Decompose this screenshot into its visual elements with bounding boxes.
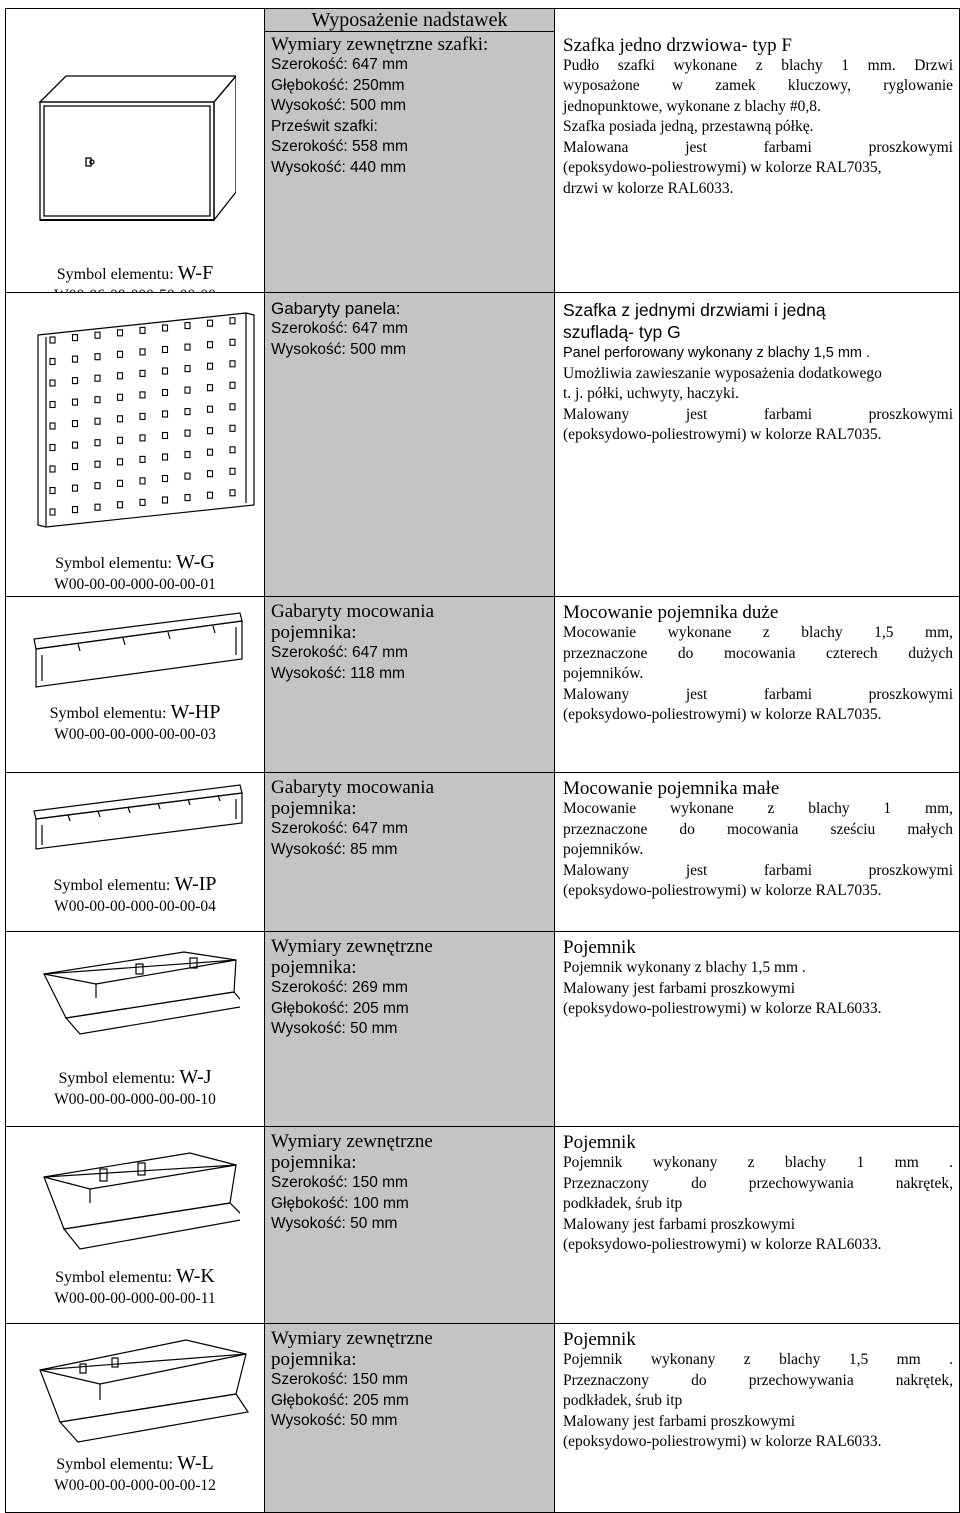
description-line: Przeznaczony do przechowywania nakrętek,	[563, 1371, 953, 1389]
spec-line: Szerokość: 558 mm	[271, 138, 408, 155]
panel-hole	[230, 361, 235, 367]
description-title: Mocowanie pojemnika małe	[563, 778, 780, 799]
panel-hole	[208, 342, 213, 348]
part-number: W00-00-00-000-00-00-04	[54, 898, 216, 915]
symbol-code: W-HP	[170, 701, 221, 723]
panel-hole	[73, 421, 78, 427]
description-line: (epoksydowo-poliestrowymi) w kolorze RAL7035.	[563, 882, 882, 899]
panel-hole	[185, 344, 190, 350]
image-cell-w-k	[6, 1127, 265, 1324]
spec-line: Wysokość: 85 mm	[271, 840, 398, 858]
specs-title: Gabaryty mocowania	[271, 601, 435, 622]
description-title: Szafka z jednymi drzwiami i jedną	[563, 300, 826, 320]
panel-hole	[185, 387, 190, 393]
panel-hole	[140, 327, 145, 333]
spec-line: Wysokość: 500 mm	[271, 97, 407, 114]
table-row	[6, 1127, 960, 1324]
spec-line: Szerokość: 647 mm	[271, 644, 408, 661]
table-row	[6, 32, 960, 293]
panel-hole	[95, 440, 100, 446]
description-line: Malowany jest farbami proszkowymi	[563, 685, 953, 703]
header-blank-right	[555, 9, 960, 32]
description-line: Malowany jest farbami proszkowymi	[563, 861, 953, 879]
panel-hole	[140, 499, 145, 505]
table-row	[6, 773, 960, 932]
description-line: przeznaczone do mocowania czterech dużych	[563, 644, 953, 662]
description-line: drzwi w kolorze RAL6033.	[563, 179, 734, 197]
part-number: W00-00-00-000-00-00-01	[54, 576, 216, 593]
table-row	[6, 597, 960, 773]
catalog-table	[5, 8, 954, 1513]
specs-title-cont: pojemnika:	[271, 1152, 357, 1173]
panel-hole	[230, 404, 235, 410]
specs-cell	[265, 932, 555, 1127]
spec-line: Głębokość: 250mm	[271, 76, 405, 94]
symbol-label: Symbol elementu:	[55, 1269, 172, 1286]
symbol-label: Symbol elementu:	[56, 1456, 174, 1473]
panel-hole	[73, 464, 78, 470]
spec-line: Szerokość: 647 mm	[271, 320, 408, 337]
description-line: Mocowanie wykonane z blachy 1 mm,	[563, 800, 953, 817]
description-title: Mocowanie pojemnika duże	[563, 602, 779, 623]
table-row	[6, 293, 960, 597]
specs-title-cont: pojemnika:	[271, 957, 357, 978]
panel-hole	[95, 418, 100, 424]
panel-hole	[118, 373, 123, 379]
description-line: Malowana jest farbami proszkowymi	[563, 138, 953, 156]
mount-bracket-small-image	[28, 783, 248, 853]
panel-hole	[95, 483, 100, 489]
specs-title: Wymiary zewnętrzne	[271, 936, 433, 957]
symbol-block	[6, 1066, 264, 1110]
panel-hole	[163, 347, 168, 353]
image-cell-w-f	[6, 32, 265, 293]
cabinet-image	[36, 72, 236, 222]
specs-cell	[265, 293, 555, 597]
description-line: Pudło szafki wykonane z blachy 1 mm. Drzwi	[563, 56, 953, 74]
description-line: Mocowanie wykonane z blachy 1,5 mm,	[563, 624, 953, 641]
panel-hole	[230, 468, 235, 474]
symbol-code: W-J	[179, 1066, 212, 1088]
spec-line: Wysokość: 118 mm	[271, 664, 405, 682]
description-cell	[555, 597, 960, 773]
description-line: pojemników.	[563, 665, 644, 682]
panel-hole	[50, 466, 55, 472]
specs-title: Wymiary zewnętrzne	[271, 1328, 433, 1349]
symbol-label: Symbol elementu:	[56, 265, 174, 283]
spec-line: Wysokość: 440 mm	[271, 158, 407, 176]
part-number: W00-00-00-000-00-00-11	[54, 1290, 216, 1307]
description-line: wyposażone w zamek kluczowy, ryglowanie	[563, 77, 953, 94]
spec-line: Szerokość: 647 mm	[271, 56, 408, 73]
symbol-block	[6, 551, 264, 595]
panel-hole	[50, 488, 55, 494]
panel-hole	[140, 435, 145, 441]
panel-hole	[73, 356, 78, 362]
spec-line: Wysokość: 50 mm	[271, 1215, 398, 1232]
panel-hole	[50, 337, 55, 343]
description-cell	[555, 32, 960, 293]
description-title-cont: szufladą- typ G	[563, 322, 681, 342]
panel-hole	[185, 366, 190, 372]
spec-line: Wysokość: 500 mm	[271, 340, 407, 358]
panel-hole	[185, 323, 190, 329]
spec-line: Szerokość: 269 mm	[271, 979, 408, 996]
description-line: pojemników.	[563, 841, 644, 858]
description-line: Szafka posiada jedną, przestawną półkę.	[563, 118, 814, 135]
description-title: Szafka jedno drzwiowa- typ F	[563, 34, 792, 56]
panel-hole	[73, 399, 78, 405]
description-line: przeznaczone do mocowania sześciu małych	[563, 820, 953, 838]
specs-cell	[265, 597, 555, 773]
description-line: Malowany jest farbami proszkowymi	[563, 1412, 796, 1430]
panel-hole	[118, 502, 123, 508]
description-line: t. j. półki, uchwyty, haczyki.	[563, 385, 739, 402]
panel-hole	[208, 406, 213, 412]
specs-subtitle: Prześwit szafki:	[271, 117, 378, 135]
description-line: Malowany jest farbami proszkowymi	[563, 1215, 796, 1233]
spec-line: Szerokość: 647 mm	[271, 820, 408, 837]
panel-hole	[208, 385, 213, 391]
panel-hole	[208, 492, 213, 498]
description-cell	[555, 1127, 960, 1324]
panel-hole	[95, 354, 100, 360]
specs-cell	[265, 1127, 555, 1324]
description-line: Pojemnik wykonany z blachy 1 mm .	[563, 1154, 953, 1171]
description-line: Przeznaczony do przechowywania nakrętek,	[563, 1174, 953, 1192]
panel-hole	[95, 504, 100, 510]
panel-hole	[163, 476, 168, 482]
description-line: Malowany jest farbami proszkowymi	[563, 979, 796, 997]
panel-hole	[95, 461, 100, 467]
panel-hole	[230, 490, 235, 496]
panel-hole	[95, 332, 100, 338]
specs-cell	[265, 773, 555, 932]
spec-line: Głębokość: 205 mm	[271, 999, 409, 1017]
panel-hole	[50, 380, 55, 386]
panel-hole	[208, 449, 213, 455]
panel-hole	[118, 459, 123, 465]
spec-line: Głębokość: 100 mm	[271, 1194, 409, 1212]
panel-hole	[118, 330, 123, 336]
panel-hole	[230, 425, 235, 431]
panel-hole	[50, 445, 55, 451]
panel-hole	[230, 382, 235, 388]
panel-hole	[163, 390, 168, 396]
panel-hole	[118, 351, 123, 357]
table-row	[6, 932, 960, 1127]
panel-hole	[230, 318, 235, 324]
panel-hole	[230, 339, 235, 345]
panel-hole	[163, 325, 168, 331]
panel-hole	[118, 437, 123, 443]
panel-hole	[73, 507, 78, 513]
panel-hole	[73, 442, 78, 448]
panel-hole	[140, 456, 145, 462]
panel-hole	[50, 402, 55, 408]
symbol-label: Symbol elementu:	[58, 1070, 176, 1087]
panel-hole	[73, 378, 78, 384]
panel-hole	[118, 394, 123, 400]
description-cell	[555, 773, 960, 932]
description-line: Panel perforowany wykonany z blachy 1,5 mm .	[563, 345, 871, 361]
panel-hole	[230, 447, 235, 453]
specs-cell	[265, 1324, 555, 1513]
specs-title-cont: pojemnika:	[271, 798, 357, 819]
description-line: Malowany jest farbami proszkowymi	[563, 405, 953, 423]
description-line: (epoksydowo-poliestrowymi) w kolorze RAL7035.	[563, 706, 882, 723]
bin-wide-image	[36, 1336, 251, 1456]
panel-hole	[140, 349, 145, 355]
symbol-code: W-G	[175, 551, 215, 573]
panel-hole	[163, 368, 168, 374]
panel-hole	[118, 480, 123, 486]
panel-hole	[185, 452, 190, 458]
panel-hole	[50, 423, 55, 429]
spec-line: Wysokość: 50 mm	[271, 1020, 398, 1037]
spec-line: Szerokość: 150 mm	[271, 1174, 408, 1191]
specs-title-cont: pojemnika:	[271, 1349, 357, 1370]
spec-line: Wysokość: 50 mm	[271, 1412, 398, 1429]
panel-hole	[185, 430, 190, 436]
description-title: Pojemnik	[563, 937, 636, 958]
panel-hole	[140, 413, 145, 419]
part-number: W00-00-00-000-00-00-03	[54, 726, 216, 743]
description-line: (epoksydowo-poliestrowymi) w kolorze RAL7035.	[563, 426, 882, 443]
panel-hole	[163, 411, 168, 417]
specs-title: Gabaryty panela:	[271, 299, 401, 318]
description-cell	[555, 293, 960, 597]
panel-hole	[185, 473, 190, 479]
symbol-block	[6, 701, 264, 745]
bin-small-image	[40, 1149, 240, 1269]
spec-line: Głębokość: 205 mm	[271, 1391, 409, 1409]
panel-hole	[208, 471, 213, 477]
specs-title: Wymiary zewnętrzne szafki:	[271, 34, 489, 55]
description-line: (epoksydowo-poliestrowymi) w kolorze RAL7035,	[563, 159, 882, 176]
description-cell	[555, 932, 960, 1127]
description-title: Pojemnik	[563, 1132, 636, 1153]
symbol-label: Symbol elementu:	[53, 877, 171, 894]
description-title: Pojemnik	[563, 1329, 636, 1350]
panel-hole	[208, 428, 213, 434]
specs-title: Wymiary zewnętrzne	[271, 1131, 433, 1152]
panel-hole	[185, 495, 190, 501]
symbol-label: Symbol elementu:	[49, 705, 167, 722]
symbol-block	[6, 1452, 264, 1496]
description-line: Umożliwia zawieszanie wyposażenia dodatkowego	[563, 364, 882, 382]
spec-line: Szerokość: 150 mm	[271, 1371, 408, 1388]
panel-hole	[208, 363, 213, 369]
panel-hole	[140, 478, 145, 484]
image-cell-w-ip	[6, 773, 265, 932]
description-line: Pojemnik wykonany z blachy 1,5 mm .	[563, 959, 806, 976]
table-title: Wyposażenie nadstawek	[265, 9, 555, 32]
part-number: W00-00-00-000-00-00-10	[54, 1091, 216, 1108]
symbol-label: Symbol elementu:	[55, 555, 172, 572]
description-line: jednopunktowe, wykonane z blachy #0,8.	[563, 97, 821, 115]
description-cell	[555, 1324, 960, 1513]
panel-hole	[50, 509, 55, 515]
panel-hole	[73, 485, 78, 491]
header-blank-left	[6, 9, 265, 32]
panel-hole	[163, 454, 168, 460]
panel-hole	[163, 433, 168, 439]
specs-cell	[265, 32, 555, 293]
panel-hole	[118, 416, 123, 422]
panel-hole	[140, 370, 145, 376]
mount-bracket-large-image	[28, 609, 248, 689]
bin-large-image	[40, 950, 240, 1060]
panel-hole	[50, 359, 55, 365]
image-cell-w-hp	[6, 597, 265, 773]
symbol-code: W-IP	[174, 873, 217, 895]
part-number: W00-00-00-000-00-00-12	[54, 1477, 216, 1494]
image-cell-w-g	[6, 293, 265, 597]
description-line: podkładek, śrub itp	[563, 1392, 683, 1409]
symbol-block	[6, 1265, 264, 1309]
table-row	[6, 1324, 960, 1513]
description-line: (epoksydowo-poliestrowymi) w kolorze RAL6033.	[563, 1236, 882, 1253]
specs-title: Gabaryty mocowania	[271, 777, 435, 798]
image-cell-w-l	[6, 1324, 265, 1513]
symbol-code: W-L	[177, 1452, 214, 1474]
image-cell-w-j	[6, 932, 265, 1127]
symbol-block	[6, 873, 264, 917]
panel-hole	[95, 397, 100, 403]
perforated-panel-image	[36, 311, 256, 529]
panel-hole	[208, 320, 213, 326]
panel-hole	[95, 375, 100, 381]
description-line: (epoksydowo-poliestrowymi) w kolorze RAL6033.	[563, 1433, 882, 1450]
panel-hole	[163, 497, 168, 503]
panel-hole	[140, 392, 145, 398]
description-line: (epoksydowo-poliestrowymi) w kolorze RAL6033.	[563, 1000, 882, 1017]
panel-hole	[73, 335, 78, 341]
description-line: podkładek, śrub itp	[563, 1195, 683, 1212]
symbol-code: W-F	[177, 261, 214, 284]
specs-title-cont: pojemnika:	[271, 622, 357, 643]
symbol-code: W-K	[175, 1265, 215, 1287]
panel-hole	[185, 409, 190, 415]
description-line: Pojemnik wykonany z blachy 1,5 mm .	[563, 1351, 953, 1368]
